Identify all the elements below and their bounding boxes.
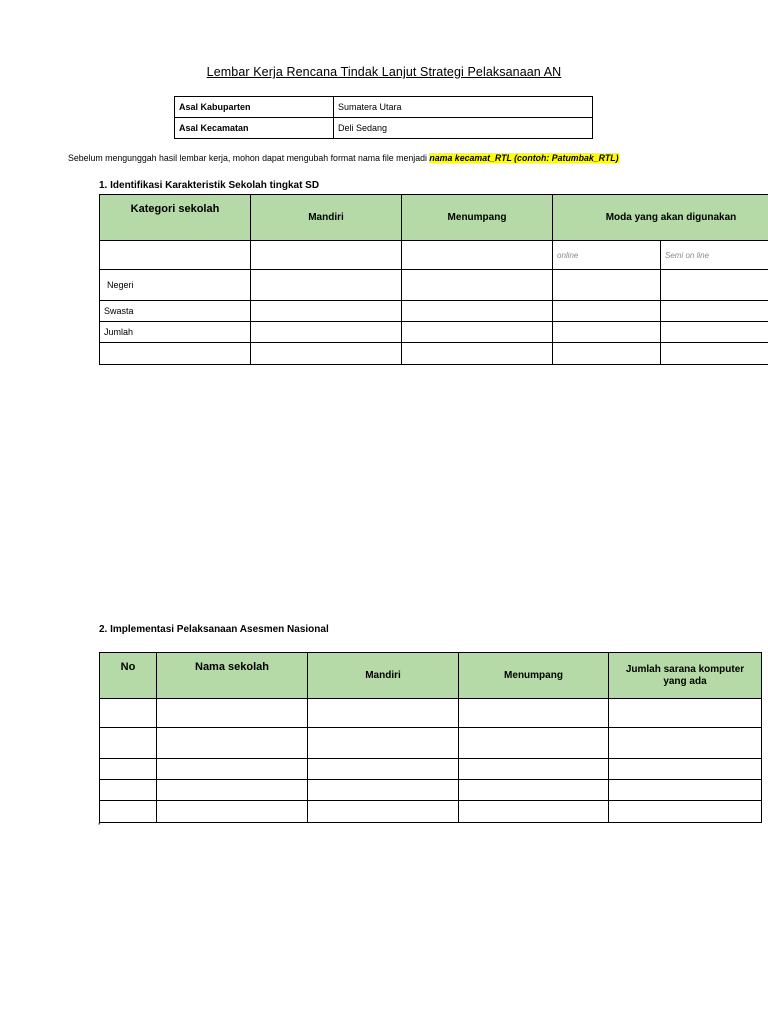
kabupaten-label: Asal Kabuparten — [175, 97, 334, 118]
table-row — [100, 699, 762, 728]
table-row — [100, 343, 768, 365]
cell[interactable] — [661, 322, 768, 343]
kabupaten-value[interactable]: Sumatera Utara — [334, 97, 593, 118]
header-kategori-sekolah: Kategori sekolah — [100, 195, 251, 241]
cell[interactable] — [459, 699, 609, 728]
header-mandiri: Mandiri — [308, 653, 459, 699]
cell[interactable] — [157, 780, 308, 801]
section-2-title: 2. Implementasi Pelaksanaan Asesmen Nasional — [99, 624, 329, 635]
row-label-jumlah: Jumlah — [100, 322, 251, 343]
header-menumpang: Menumpang — [459, 653, 609, 699]
footnote-mark: * — [98, 823, 101, 829]
cell[interactable] — [459, 801, 609, 823]
cell[interactable] — [251, 301, 402, 322]
subheader-online: online — [553, 241, 661, 270]
cell[interactable] — [251, 322, 402, 343]
table-row — [100, 270, 768, 301]
row-label-empty[interactable] — [100, 343, 251, 365]
filename-instruction — [68, 153, 619, 163]
cell[interactable] — [553, 322, 661, 343]
cell[interactable] — [308, 780, 459, 801]
cell[interactable] — [157, 759, 308, 780]
cell[interactable] — [251, 270, 402, 301]
table1-subheader-row — [100, 241, 768, 270]
table2-header-row — [100, 653, 762, 699]
cell[interactable] — [308, 699, 459, 728]
subheader-semi-online: Semi on line — [661, 241, 768, 270]
cell[interactable] — [308, 728, 459, 759]
implementation-table — [99, 652, 762, 823]
header-menumpang: Menumpang — [402, 195, 553, 241]
cell[interactable] — [100, 801, 157, 823]
section-1-title: 1. Identifikasi Karakteristik Sekolah tingkat SD — [99, 180, 320, 191]
header-jumlah-sarana: Jumlah sarana komputer yang ada — [609, 653, 762, 699]
cell[interactable] — [553, 343, 661, 365]
kecamatan-value[interactable]: Deli Sedang — [334, 118, 593, 139]
table1-header-row — [100, 195, 768, 241]
cell[interactable] — [100, 759, 157, 780]
info-row-kabupaten — [175, 97, 593, 118]
cell[interactable] — [251, 343, 402, 365]
cell[interactable] — [459, 780, 609, 801]
table-row — [100, 780, 762, 801]
cell[interactable] — [661, 270, 768, 301]
cell[interactable] — [251, 241, 402, 270]
cell[interactable] — [402, 241, 553, 270]
cell[interactable] — [308, 759, 459, 780]
cell[interactable] — [609, 801, 762, 823]
cell[interactable] — [402, 322, 553, 343]
cell[interactable] — [459, 728, 609, 759]
cell[interactable] — [157, 699, 308, 728]
instruction-text: Sebelum mengunggah hasil lembar kerja, mohon dapat mengubah format nama file menjadi — [68, 153, 430, 163]
header-mandiri: Mandiri — [251, 195, 402, 241]
cell[interactable] — [100, 699, 157, 728]
header-no: No — [100, 653, 157, 699]
location-info-table — [174, 96, 593, 139]
cell[interactable] — [609, 759, 762, 780]
header-nama-sekolah: Nama sekolah — [157, 653, 308, 699]
row-label-negeri: Negeri — [100, 270, 251, 301]
table-row — [100, 728, 762, 759]
info-row-kecamatan — [175, 118, 593, 139]
table-row — [100, 301, 768, 322]
cell[interactable] — [100, 241, 251, 270]
cell[interactable] — [459, 759, 609, 780]
table-row — [100, 801, 762, 823]
cell[interactable] — [100, 780, 157, 801]
table-row — [100, 759, 762, 780]
cell[interactable] — [661, 343, 768, 365]
cell[interactable] — [308, 801, 459, 823]
cell[interactable] — [157, 728, 308, 759]
kecamatan-label: Asal Kecamatan — [175, 118, 334, 139]
cell[interactable] — [609, 780, 762, 801]
school-characteristics-table — [99, 194, 768, 365]
cell[interactable] — [100, 728, 157, 759]
cell[interactable] — [661, 301, 768, 322]
cell[interactable] — [157, 801, 308, 823]
cell[interactable] — [553, 270, 661, 301]
table-row — [100, 322, 768, 343]
cell[interactable] — [402, 301, 553, 322]
cell[interactable] — [402, 343, 553, 365]
filename-format-highlight: nama kecamat_RTL (contoh: Patumbak_RTL) — [429, 153, 619, 163]
header-moda: Moda yang akan digunakan — [553, 195, 768, 241]
cell[interactable] — [609, 728, 762, 759]
cell[interactable] — [609, 699, 762, 728]
cell[interactable] — [553, 301, 661, 322]
row-label-swasta: Swasta — [100, 301, 251, 322]
document-title: Lembar Kerja Rencana Tindak Lanjut Strategi Pelaksanaan AN — [206, 65, 562, 79]
cell[interactable] — [402, 270, 553, 301]
